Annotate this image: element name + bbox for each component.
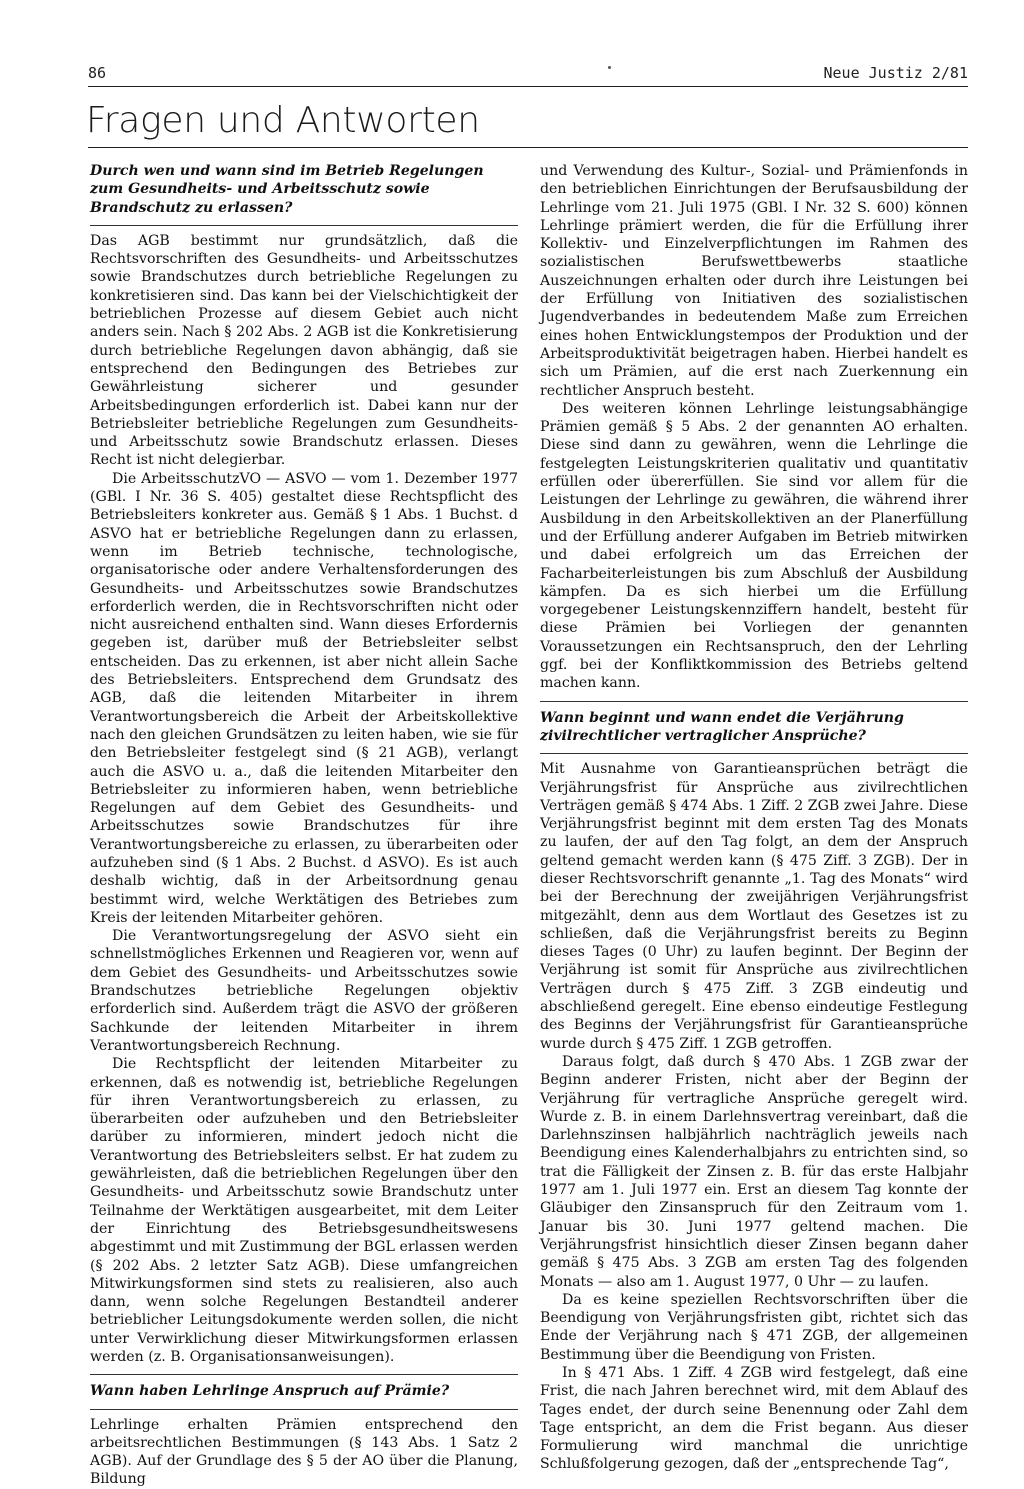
answer-paragraph: Die Verantwortungsregelung der ASVO sieht ein schnellstmögliches Erkennen und Reagieren vor, wenn auf dem Gebiet des Gesundheits- und Arbeitsschutzes sowie Brandschutzes betriebliche Regelungen objektiv erforderlich sind. Außerdem trägt die ASVO der größeren Sachkunde der leitenden Mitarbeiter in ihrem Verantwortungsbereich Rechnung. [90, 928, 518, 1054]
question-heading: Wann haben Lehrlinge Anspruch auf Prämie? [90, 1374, 518, 1409]
answer-paragraph: Die Rechtspflicht der leitenden Mitarbeiter zu erkennen, daß es notwendig ist, betriebliche Regelungen für ihren Verantwortungsbereich zu erlassen, zu überarbeiten oder aufzuheben und den Betriebsleiter darüber zu informieren, mindert jedoch nicht die Verantwortung des Betriebsleiters selbst. Er hat zudem zu gewährleisten, daß die betrieblichen Regelungen über den Gesundheits- und Arbeitsschutz sowie Brandschutz unter Teilnahme der Werktätigen ausgearbeitet, mit dem Leiter der Einrichtung des Betriebsgesundheitswesens abgestimmt und mit Zustimmung der BGL erlassen werden (§ 202 Abs. 2 letzter Satz AGB). Diese umfangreichen Mitwirkungsformen sind stets zu realisieren, also auch dann, wenn solche Regelungen Bestandteil anderer betrieblicher Leitungsdokumente werden sollen, die nicht unter Verwirklichung dieser Mitwirkungsformen erlassen werden (z. B. Organisationsanweisungen). [90, 1056, 518, 1365]
title-rule [88, 147, 968, 148]
right-column [540, 162, 968, 1474]
answer-paragraph: Die ArbeitsschutzVO — ASVO — vom 1. Dezember 1977 (GBl. I Nr. 36 S. 405) gestaltet diese Rechtspflicht des Betriebsleiters konkreter aus. Gemäß § 1 Abs. 1 Buchst. d ASVO hat er betriebliche Regelungen dann zu erlassen, wenn im Betrieb technische, technologische, organisatorische oder andere Verhaltensforderungen des Gesundheits- und Arbeitsschutzes sowie Brandschutzes erforderlich werden, die in Rechtsvorschriften nicht oder nicht ausreichend enthalten sind. Wann dieses Erfordernis gegeben ist, darüber muß der Betriebsleiter selbst entscheiden. Das zu erkennen, ist aber nicht allein Sache des Betriebsleiters. Entsprechend dem Grundsatz des AGB, daß die leitenden Mitarbeiter in ihrem Verantwortungsbereich die Arbeit der Arbeitskollektive nach den gleichen Grundsätzen zu leiten haben, wie sie für den Betriebsleiter festgelegt sind (§ 21 AGB), verlangt auch die ASVO u. a., daß die leitenden Mitarbeiter den Betriebsleiter zu informieren haben, wenn betriebliche Regelungen auf dem Gebiet des Gesundheits- und Arbeitsschutzes sowie Brandschutzes für ihre Verantwortungsbereiche zu erlassen, zu überarbeiten oder aufzuheben sind (§ 1 Abs. 2 Buchst. d ASVO). Es ist auch deshalb wichtig, daß in der Arbeitsordnung genau bestimmt wird, welche Werktätigen des Betriebes zum Kreis der leitenden Mitarbeiter gehören. [90, 470, 518, 926]
answer-paragraph: und Verwendung des Kultur-, Sozial- und Prämienfonds in den betrieblichen Einrichtungen der Berufsausbildung der Lehrlinge vom 21. Juli 1975 (GBl. I Nr. 32 S. 600) können Lehrlinge prämiert werden, die für die Erfüllung ihrer Kollektiv- und Einzelverpflichtungen im Rahmen des sozialistischen Berufswettbewerbs staatliche Auszeichnungen erhalten oder durch ihre Leistungen bei der Erfüllung von Initiativen des sozialistischen Jugendverbandes in bedeutendem Maße zum Erreichen eines hohen Entwicklungstempos der Produktion und der Arbeitsproduktivität beigetragen haben. Hierbei handelt es sich um Prämien, auf die erst nach Zuerkennung ein rechtlicher Anspruch besteht. [540, 163, 968, 399]
answer-paragraph: Daraus folgt, daß durch § 470 Abs. 1 ZGB zwar der Beginn anderer Fristen, nicht aber der Beginn der Verjährung für vertragliche Ansprüche geregelt wird. Wurde z. B. in einem Darlehnsvertrag vereinbart, daß die Darlehnszinsen halbjährlich nachträglich jeweils nach Beendigung eines Kalenderhalbjahrs zu entrichten sind, so trat die Fälligkeit der Zinsen z. B. für das erste Halbjahr 1977 am 1. Juli 1977 ein. Erst an diesem Tag konnte der Gläubiger den Zinsanspruch für den Zeitraum vom 1. Januar bis 30. Juni 1977 geltend machen. Die Verjährungsfrist hinsichtlich dieser Zinsen begann daher gemäß § 475 Abs. 3 ZGB am ersten Tag des folgenden Monats — also am 1. August 1977, 0 Uhr — zu laufen. [540, 1053, 968, 1290]
answer-paragraph: Das AGB bestimmt nur grundsätzlich, daß die Rechtsvorschriften des Gesundheits- und Arbeitsschutzes sowie Brandschutzes durch betriebliche Regelungen zu konkretisieren sind. Das kann bei der Vielschichtigkeit der betrieblichen Prozesse auf diesem Gebiet auch nicht anders sein. Nach § 202 Abs. 2 AGB ist die Konkretisierung durch betriebliche Regelungen davon abhängig, daß sie entsprechend den Bedingungen des Betriebes zur Gewährleistung sicherer und gesunder Arbeitsbedingungen erforderlich ist. Dabei kann nur der Betriebsleiter betriebliche Regelungen zum Gesundheits- und Arbeitsschutz sowie Brandschutz erlassen. Dieses Recht ist nicht delegierbar. [90, 232, 518, 469]
page-title: Fragen und Antworten [86, 100, 480, 141]
left-column [90, 162, 518, 1489]
page-header [88, 64, 968, 86]
answer-paragraph: In § 471 Abs. 1 Ziff. 4 ZGB wird festgelegt, daß eine Frist, die nach Jahren berechnet wird, mit dem Ablauf des Tages endet, der durch seine Benennung oder Zahl dem Tage entspricht, an dem die Frist begann. Aus dieser Formulierung wird manchmal die unrichtige Schlußfolgerung gezogen, daß der „entsprechende Tag“, [540, 1365, 968, 1473]
answer-paragraph: Des weiteren können Lehrlinge leistungsabhängige Prämien gemäß § 5 Abs. 2 der genannten AO erhalten. Diese sind dann zu gewähren, wenn die Lehrlinge die festgelegten Leistungskriterien qualitativ und quantitativ erfüllen oder übererfüllen. Sie sind vor allem für die Leistungen der Lehrlinge zu gewähren, die während ihrer Ausbildung in den Arbeitskollektiven an der Planerfüllung und der Erfüllung anderer Aufgaben im Betrieb mitwirken und dabei erfolgreich um das Erreichen der Facharbeiterleistungen bis zum Abschluß der Ausbildung kämpfen. Da es sich hierbei um die Erfüllung vorgegebener Leistungskennziffern handelt, besteht für diese Prämien bei Vorliegen der genannten Voraussetzungen ein Rechtsanspruch, den der Lehrling ggf. bei der Konfliktkommission des Betriebs geltend machen kann. [540, 400, 968, 692]
answer-paragraph: Mit Ausnahme von Garantieansprüchen beträgt die Verjährungsfrist für Ansprüche aus zivilrechtlichen Verträgen gemäß § 474 Abs. 1 Ziff. 2 ZGB zwei Jahre. Diese Verjährungsfrist beginnt mit dem ersten Tag des Monats zu laufen, der auf den Tag folgt, an dem der Anspruch geltend gemacht werden kann (§ 475 Ziff. 3 ZGB). Der in dieser Rechtsvorschrift genannte „1. Tag des Monats“ wird bei der Berechnung der zweijährigen Verjährungsfrist mitgezählt, denn aus dem Wortlaut des Gesetzes ist zu schließen, daß die Verjährungsfrist bereits zu Beginn dieses Tages (0 Uhr) zu laufen beginnt. Der Beginn der Verjährung ist somit für Ansprüche aus zivilrechtlichen Verträgen durch § 475 Ziff. 3 ZGB eindeutig und abschließend geregelt. Eine ebenso eindeutige Festlegung des Beginns der Verjährungsfrist für Garantieansprüche wurde durch § 475 Ziff. 1 ZGB getroffen. [540, 761, 968, 1052]
question-heading: Durch wen und wann sind im Betrieb Regelungen zum Gesundheits- und Arbeitsschutz sowie Brandschutz zu erlassen? [90, 162, 518, 226]
page-number: 86 [88, 64, 107, 82]
scan-speck [608, 66, 611, 69]
answer-paragraph: Lehrlinge erhalten Prämien entsprechend den arbeitsrechtlichen Bestimmungen (§ 143 Abs. 1 Satz 2 AGB). Auf der Grundlage des § 5 der AO über die Planung, Bildung [90, 1416, 518, 1488]
answer-paragraph: Da es keine speziellen Rechtsvorschriften über die Beendigung von Verjährungsfristen gibt, richtet sich das Ende der Verjährung nach § 471 ZGB, der allgemeinen Bestimmung über die Beendigung von Fristen. [540, 1291, 968, 1363]
question-heading: Wann beginnt und wann endet die Verjährung zivilrechtlicher vertraglicher Ansprüche? [540, 701, 968, 755]
header-rule [88, 86, 968, 87]
journal-issue: Neue Justiz 2/81 [823, 64, 968, 82]
